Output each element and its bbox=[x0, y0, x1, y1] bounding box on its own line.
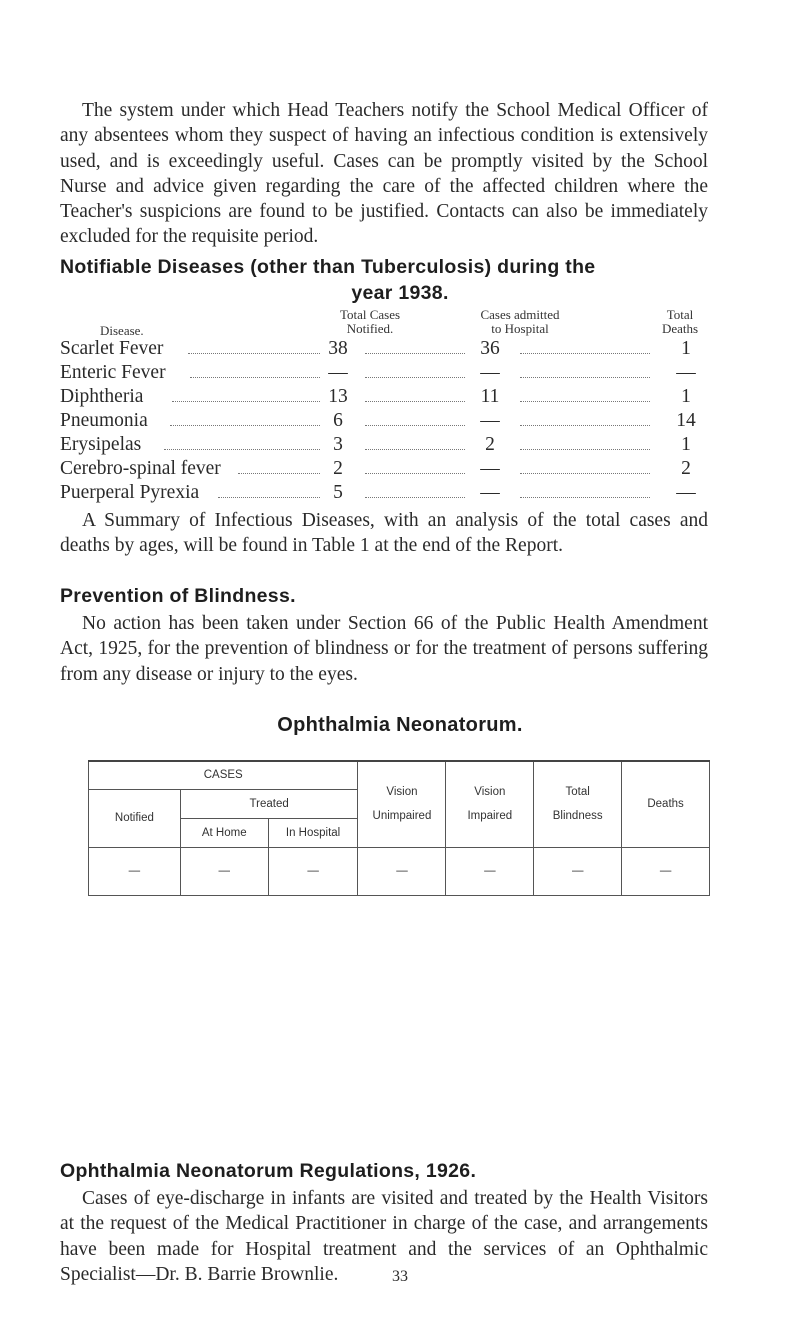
cases-admitted: — bbox=[480, 362, 500, 383]
disease-name: Diphtheria bbox=[60, 386, 144, 407]
disease-name: Scarlet Fever bbox=[60, 338, 164, 359]
cases-notified: 13 bbox=[328, 386, 348, 407]
leader-dots bbox=[520, 425, 650, 426]
total-blindness-line2: Blindness bbox=[552, 810, 603, 823]
leader-dots bbox=[218, 497, 320, 498]
total-deaths: 14 bbox=[676, 410, 696, 431]
table-row bbox=[60, 386, 710, 410]
deaths-header: Deaths bbox=[622, 761, 710, 847]
in-hospital-header: In Hospital bbox=[268, 818, 358, 847]
vision-unimpaired-header bbox=[358, 761, 446, 847]
cases-notified: 6 bbox=[333, 410, 343, 431]
ophthalmia-neonatorum-title: Ophthalmia Neonatorum. bbox=[277, 714, 523, 736]
cases-notified: 38 bbox=[328, 338, 348, 359]
page-number: 33 bbox=[392, 1268, 408, 1285]
vision-impaired-line1: Vision bbox=[474, 786, 506, 799]
notified-header: Notified bbox=[89, 789, 181, 847]
treated-header: Treated bbox=[180, 789, 358, 818]
vision-impaired-line2: Impaired bbox=[467, 810, 513, 823]
column-header-disease: Disease. bbox=[100, 323, 144, 338]
cases-notified: 2 bbox=[333, 458, 343, 479]
leader-dots bbox=[365, 449, 465, 450]
table-row bbox=[60, 410, 710, 434]
ophthalmia-neonatorum-table bbox=[88, 760, 710, 896]
disease-name: Puerperal Pyrexia bbox=[60, 482, 200, 503]
total-blindness-line1: Total bbox=[565, 786, 590, 799]
leader-dots bbox=[172, 401, 320, 402]
total-deaths: — bbox=[676, 362, 696, 383]
total-deaths: 1 bbox=[681, 338, 691, 359]
leader-dots bbox=[365, 401, 465, 402]
cases-header: CASES bbox=[89, 761, 358, 789]
leader-dots bbox=[365, 353, 465, 354]
column-header-deaths-line1: Total bbox=[666, 307, 694, 322]
intro-paragraph: The system under which Head Teachers notify the School Medical Officer of any absentees whom they suspect of having an infectious condition is extensively used, and is exceedingly useful. Cases can be promptly visited by the School Nurse and advice given regarding the care of the affected children where the Teacher's suspicions are found to be justified. Contacts can also be immediately excluded for the requisite period. bbox=[60, 100, 708, 248]
leader-dots bbox=[164, 449, 320, 450]
table-row bbox=[60, 458, 710, 482]
leader-dots bbox=[520, 401, 650, 402]
column-header-admitted-line1: Cases admitted bbox=[480, 307, 560, 322]
leader-dots bbox=[365, 377, 465, 378]
cases-notified: — bbox=[328, 362, 348, 383]
leader-dots bbox=[365, 473, 465, 474]
leader-dots bbox=[238, 473, 320, 474]
leader-dots bbox=[365, 497, 465, 498]
leader-dots bbox=[188, 353, 320, 354]
cases-notified: 3 bbox=[333, 434, 343, 455]
leader-dots bbox=[520, 449, 650, 450]
vision-unimpaired-value: — bbox=[358, 847, 446, 895]
column-header-deaths-line2: Deaths bbox=[661, 321, 699, 336]
cases-admitted: 2 bbox=[485, 434, 495, 455]
notifiable-diseases-title-line1: Notifiable Diseases (other than Tuberculosis) during the bbox=[60, 256, 596, 278]
cases-admitted: — bbox=[480, 482, 500, 503]
cases-notified: 5 bbox=[333, 482, 343, 503]
deaths-value: — bbox=[622, 847, 710, 895]
regulations-title: Ophthalmia Neonatorum Regulations, 1926. bbox=[60, 1160, 477, 1182]
leader-dots bbox=[520, 497, 650, 498]
vision-impaired-value: — bbox=[446, 847, 534, 895]
prevention-of-blindness-title: Prevention of Blindness. bbox=[60, 585, 296, 607]
disease-name: Erysipelas bbox=[60, 434, 142, 455]
total-deaths: 1 bbox=[681, 434, 691, 455]
table-row bbox=[60, 482, 710, 506]
total-deaths: 1 bbox=[681, 386, 691, 407]
cases-admitted: 36 bbox=[480, 338, 500, 359]
column-header-admitted-line2: to Hospital bbox=[491, 321, 549, 336]
table-row bbox=[60, 362, 710, 386]
at-home-header: At Home bbox=[180, 818, 268, 847]
leader-dots bbox=[520, 473, 650, 474]
disease-name: Pneumonia bbox=[60, 410, 148, 431]
prevention-of-blindness-paragraph: No action has been taken under Section 66 of the Public Health Amendment Act, 1925, for the prevention of blindness or for the treatment of persons suffering from any disease or injury to the eyes. bbox=[60, 613, 708, 685]
total-deaths: — bbox=[676, 482, 696, 503]
column-header-notified-line1: Total Cases bbox=[339, 307, 401, 322]
leader-dots bbox=[520, 353, 650, 354]
regulations-paragraph: Cases of eye-discharge in infants are visited and treated by the Health Visitors at the request of the Medical Practitioner in charge of the case, and arrangements have been made for Hospital treatment and the services of an Ophthalmic Specialist—Dr. B. Barrie Brownlie. bbox=[60, 1188, 708, 1285]
leader-dots bbox=[190, 377, 320, 378]
vision-unimpaired-line2: Unimpaired bbox=[372, 810, 432, 823]
vision-impaired-header bbox=[446, 761, 534, 847]
total-deaths: 2 bbox=[681, 458, 691, 479]
cases-admitted: — bbox=[480, 458, 500, 479]
notified-value: — bbox=[89, 847, 181, 895]
summary-paragraph: A Summary of Infectious Diseases, with an analysis of the total cases and deaths by ages, will be found in Table 1 at the end of the Report. bbox=[60, 510, 708, 557]
disease-name: Cerebro-spinal fever bbox=[60, 458, 221, 479]
table-row bbox=[60, 338, 710, 362]
total-blindness-header bbox=[534, 761, 622, 847]
notifiable-diseases-table bbox=[60, 306, 710, 536]
total-blindness-value: — bbox=[534, 847, 622, 895]
at-home-value: — bbox=[180, 847, 268, 895]
cases-admitted: — bbox=[480, 410, 500, 431]
vision-unimpaired-line1: Vision bbox=[386, 786, 418, 799]
disease-name: Enteric Fever bbox=[60, 362, 166, 383]
cases-admitted: 11 bbox=[480, 386, 500, 407]
table-row bbox=[60, 434, 710, 458]
leader-dots bbox=[520, 377, 650, 378]
notifiable-diseases-title-line2: year 1938. bbox=[351, 282, 449, 304]
column-header-notified-line2: Notified. bbox=[346, 321, 394, 336]
leader-dots bbox=[365, 425, 465, 426]
leader-dots bbox=[170, 425, 320, 426]
in-hospital-value: — bbox=[268, 847, 358, 895]
